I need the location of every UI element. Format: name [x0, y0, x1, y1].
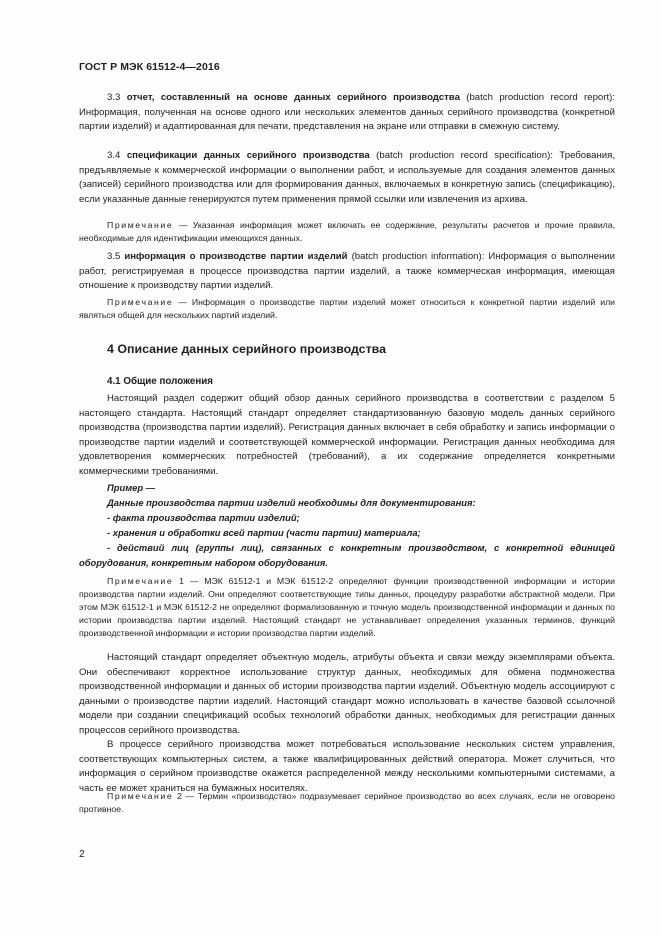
- definition-3-4: [79, 149, 615, 207]
- definition-text: (batch production record report): Информация, полученная на основе одного или нескольких элементов данных серийного производства (конкретной партии изделий) и адаптированная для печати, представления на экране или отправки в смежную систему.: [79, 92, 615, 132]
- term: отчет, составленный на основе данных серийного производства: [126, 92, 460, 103]
- note-label: Примечание: [107, 297, 174, 307]
- paragraph-object-model: Настоящий стандарт определяет объектную модель, атрибуты объекта и связи между экземплярами объекта. Они обеспечивают корректное использование структур данных, необходимых для обмена подмножества производственной информации и данных об истории производства партии изделий. Объектную модель ассоциируют с данными о производстве партии изделий. Настоящий стандарт можно использовать в качестве базовой ссылочной модели при создании спецификаций особых технологий обработки данных, необходимых для регистрации данных процессов серийного производства.: [79, 652, 615, 736]
- paragraph-distributed-systems: В процессе серийного производства может потребоваться использование нескольких систем управления, соответствующих компьютерных систем, а также квалифицированных действий оператора. Может случиться, что информация о серийном производстве окажется распределенной между несколькими компьютерными системами, а часть ее может храниться на бумажных носителях.: [79, 739, 615, 794]
- definition-3-5: [79, 250, 615, 294]
- definition-3-3: [79, 91, 615, 135]
- clause-number: 3.3: [107, 92, 127, 103]
- definition-text: (batch production record specification): Требования, предъявляемые к коммерческой информации о выполнении работ, и используемые для создания элементов данных (записей) серийного производства или для формирования данных, включаемых в конкретную запись (спецификацию), если указанные данные генерируются путем применения прямой ссылки или извлечения из архива.: [79, 150, 615, 205]
- example-item: - хранения и обработки всей партии (части партии) материала;: [107, 527, 421, 538]
- note-3-4: [79, 219, 615, 245]
- section-4-1-heading: 4.1 Общие положения: [107, 376, 214, 387]
- term: информация о производстве партии изделий: [124, 251, 348, 262]
- example-block: [79, 480, 615, 570]
- note-label: Примечание: [107, 576, 174, 586]
- note-text: 2 — Термин «производство» подразумевает серийное производство во всех случаях, если не оговорено противное.: [79, 791, 615, 814]
- note-label: Примечание: [107, 220, 174, 230]
- term: спецификации данных серийного производства: [126, 150, 370, 161]
- example-intro: Данные производства партии изделий необходимы для документирования:: [107, 497, 476, 508]
- note-2: [79, 790, 615, 816]
- paragraph-4-1-intro: Настоящий раздел содержит общий обзор данных серийного производства в соответствии с разделом 5 настоящего стандарта. Настоящий стандарт определяет стандартизованную базовую модель данных серийного производства (производства партии изделий). Регистрация данных включает в себя обработку и запись информации о производстве партии изделий и соответствующей коммерческой информации. Регистрация данных необходима для удовлетворения коммерческих потребностей (требований), а их содержание определяется конкретными коммерческими требованиями.: [79, 393, 615, 477]
- note-text: — Указанная информация может включать ее содержание, результаты расчетов и прочие правила, необходимые для идентификации имеющихся данных.: [79, 220, 615, 243]
- clause-number: 3.4: [107, 150, 127, 161]
- section-4-heading: 4 Описание данных серийного производства: [107, 342, 386, 356]
- note-1: [79, 575, 615, 640]
- definition-text: (batch production information): Информация о выполнении работ, регистрируемая в процессе производства партии изделий, а также коммерческая информация, имеющая отношение к производству партии изделий.: [79, 251, 615, 291]
- note-label: Примечание: [107, 791, 174, 801]
- page-number: 2: [79, 848, 85, 860]
- example-item: - действий лиц (группы лиц), связанных с конкретным производством, с конкретной единицей оборудования, конкретным набором оборудования.: [79, 542, 615, 568]
- example-title: Пример —: [107, 482, 156, 493]
- example-item: - факта производства партии изделий;: [107, 512, 300, 523]
- standard-header: ГОСТ Р МЭК 61512-4—2016: [79, 61, 220, 73]
- clause-number: 3.5: [107, 251, 125, 262]
- note-3-5: [79, 296, 615, 322]
- note-text: 1 — МЭК 61512-1 и МЭК 61512-2 определяют функции производственной информации и истории производства партии изделий. Они определяют соответствующие типы данных, процедуру разработки абстрактной модели. При этом МЭК 61512-1 и МЭК 61512-2 не определяют формализованную и точную модель производственной информации и данных по истории производства партии изделий. Настоящий стандарт не устанавливает определения указанных терминов, функций производственной информации и истории производства партии изделий.: [79, 576, 615, 638]
- note-text: — Информация о производстве партии изделий может относиться к конкретной партии изделий или являться общей для нескольких партий изделий.: [79, 297, 615, 320]
